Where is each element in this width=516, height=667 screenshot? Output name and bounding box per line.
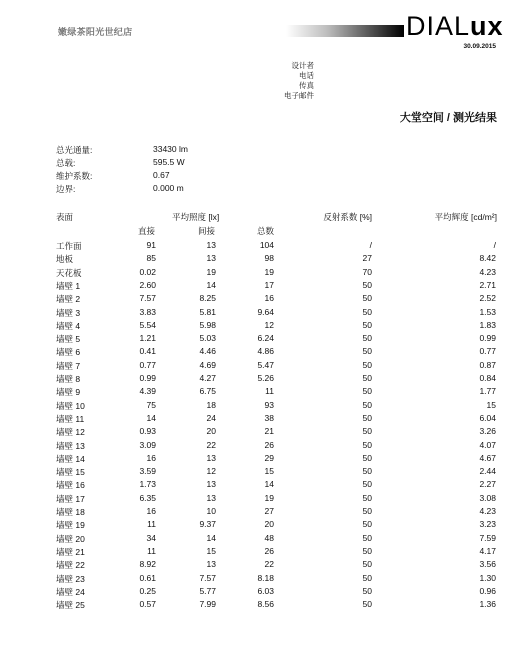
indirect-value: 5.77 [199, 585, 216, 596]
total-value: 26 [264, 545, 274, 556]
direct-value: 0.25 [139, 585, 156, 596]
luminance-value: 2.44 [479, 466, 496, 477]
reflectance-value: 50 [362, 519, 372, 530]
total-value: 27 [264, 506, 274, 516]
direct-value: 75 [146, 399, 156, 410]
surface-name: 墙壁 9 [56, 387, 81, 398]
luminance-value: 2.71 [479, 279, 496, 290]
summary-value: 33430 lm [153, 144, 188, 154]
luminance-value: 3.26 [479, 426, 496, 437]
reflectance-value: 50 [362, 585, 372, 596]
direct-value: 0.57 [139, 599, 156, 610]
header-indirect: 间接 [198, 226, 216, 236]
reflectance-value: / [369, 240, 372, 250]
direct-value: 8.92 [139, 559, 156, 570]
indirect-value: 9.37 [199, 519, 216, 530]
table-row [0, 267, 516, 280]
luminance-value: 4.17 [479, 545, 496, 556]
total-value: 16 [264, 293, 274, 304]
reflectance-value: 50 [362, 333, 372, 344]
total-value: 5.26 [257, 373, 274, 383]
table-row [0, 506, 516, 519]
table-row [0, 466, 516, 479]
surface-name: 墙壁 2 [56, 294, 81, 305]
reflectance-value: 50 [362, 545, 372, 556]
direct-value: 91 [146, 240, 156, 250]
reflectance-value: 50 [362, 293, 372, 304]
indirect-value: 15 [206, 545, 216, 556]
indirect-value: 13 [206, 479, 216, 490]
table-row [0, 586, 516, 599]
indirect-value: 13 [206, 253, 216, 264]
summary-value: 595.5 W [153, 157, 185, 167]
surface-name: 墙壁 5 [56, 334, 81, 345]
table-row [0, 493, 516, 506]
total-value: 29 [264, 452, 274, 463]
header-direct: 直接 [138, 226, 156, 236]
direct-value: 85 [146, 253, 156, 264]
table-row [0, 253, 516, 266]
indirect-value: 24 [206, 412, 216, 423]
indirect-value: 14 [206, 279, 216, 290]
luminance-value: 0.84 [479, 373, 496, 383]
surface-name: 墙壁 3 [56, 307, 81, 318]
surface-name: 墙壁 19 [56, 520, 85, 531]
total-value: 12 [264, 319, 274, 330]
reflectance-value: 50 [362, 439, 372, 450]
reflectance-value: 50 [362, 466, 372, 477]
luminance-value: 2.52 [479, 293, 496, 304]
total-value: 38 [264, 412, 274, 423]
reflectance-value: 27 [362, 253, 372, 264]
surface-name: 墙壁 8 [56, 374, 81, 384]
direct-value: 11 [147, 519, 156, 530]
reflectance-value: 50 [362, 532, 372, 543]
contact-email: 电子邮件 [284, 91, 314, 100]
direct-value: 1.21 [139, 333, 156, 344]
surface-name: 墙壁 13 [56, 440, 85, 451]
surface-name: 墙壁 25 [56, 600, 85, 611]
indirect-value: 4.27 [199, 373, 216, 383]
reflectance-value: 50 [362, 479, 372, 490]
surface-name: 地板 [56, 254, 74, 265]
indirect-value: 12 [206, 466, 216, 477]
luminance-value: 0.99 [479, 333, 496, 344]
summary-label: 维护系数: [56, 171, 93, 181]
surface-name: 墙壁 18 [56, 507, 85, 517]
total-value: 6.03 [257, 585, 274, 596]
table-row [0, 426, 516, 439]
reflectance-value: 50 [362, 279, 372, 290]
table-row [0, 479, 516, 492]
total-value: 19 [264, 266, 274, 277]
luminance-value: 0.87 [479, 359, 496, 370]
indirect-value: 10 [206, 506, 216, 516]
total-value: 8.18 [257, 572, 274, 583]
surface-name: 墙壁 11 [56, 413, 85, 424]
luminance-value: 4.23 [479, 266, 496, 277]
table-row [0, 307, 516, 320]
indirect-value: 7.99 [199, 599, 216, 610]
direct-value: 5.54 [139, 319, 156, 330]
indirect-value: 13 [206, 452, 216, 463]
reflectance-value: 50 [362, 426, 372, 437]
table-row [0, 360, 516, 373]
table-row [0, 559, 516, 572]
total-value: 5.47 [257, 359, 274, 370]
reflectance-value: 50 [362, 599, 372, 610]
reflectance-value: 50 [362, 559, 372, 570]
reflectance-value: 50 [362, 359, 372, 370]
direct-value: 0.02 [139, 266, 156, 277]
header-avg-luminance: 平均辉度 [cd/m²] [434, 212, 497, 222]
luminance-value: 0.96 [479, 585, 496, 596]
total-value: 48 [264, 532, 274, 543]
direct-value: 1.73 [139, 479, 156, 490]
direct-value: 0.77 [139, 359, 156, 370]
indirect-value: 7.57 [199, 572, 216, 583]
direct-value: 6.35 [139, 492, 156, 503]
header-reflectance: 反射系数 [%] [323, 212, 372, 222]
reflectance-value: 50 [362, 572, 372, 583]
luminance-value: 15 [486, 399, 496, 410]
table-row [0, 546, 516, 559]
luminance-value: 3.56 [479, 559, 496, 570]
surface-name: 墙壁 14 [56, 453, 85, 464]
reflectance-value: 50 [362, 319, 372, 330]
direct-value: 0.93 [139, 426, 156, 437]
table-row [0, 533, 516, 546]
surface-name: 墙壁 20 [56, 533, 85, 544]
reflectance-value: 50 [362, 399, 372, 410]
direct-value: 11 [147, 545, 156, 556]
total-value: 104 [259, 240, 274, 250]
direct-value: 16 [146, 452, 156, 463]
header-surface: 表面 [56, 212, 74, 222]
surface-name: 墙壁 22 [56, 560, 85, 571]
surface-name: 墙壁 6 [56, 347, 81, 358]
total-value: 15 [264, 466, 274, 477]
surface-name: 墙壁 12 [56, 427, 85, 438]
total-value: 26 [264, 439, 274, 450]
direct-value: 0.99 [139, 373, 156, 383]
surface-name: 墙壁 1 [56, 280, 81, 291]
luminance-value: 1.83 [479, 319, 496, 330]
indirect-value: 13 [206, 492, 216, 503]
indirect-value: 13 [206, 240, 216, 250]
total-value: 21 [264, 426, 274, 437]
reflectance-value: 50 [362, 386, 372, 397]
reflectance-value: 50 [362, 506, 372, 516]
luminance-value: 0.77 [479, 346, 496, 357]
total-value: 22 [264, 559, 274, 570]
luminance-value: 4.67 [479, 452, 496, 463]
table-row [0, 440, 516, 453]
surface-name: 工作面 [56, 241, 82, 251]
surface-name: 墙壁 21 [56, 546, 85, 557]
direct-value: 16 [146, 506, 156, 516]
luminance-value: 2.27 [479, 479, 496, 490]
table-row [0, 240, 516, 253]
reflectance-value: 50 [362, 346, 372, 357]
contact-designer: 设计者 [291, 61, 314, 70]
luminance-value: 8.42 [479, 253, 496, 264]
direct-value: 2.60 [139, 279, 156, 290]
total-value: 9.64 [257, 306, 274, 317]
indirect-value: 4.69 [199, 359, 216, 370]
luminance-value: / [493, 240, 496, 250]
surface-name: 墙壁 16 [56, 480, 85, 491]
summary-label: 总光通量: [56, 145, 93, 155]
surface-name: 墙壁 10 [56, 400, 85, 411]
summary-label: 总载: [56, 158, 76, 168]
total-value: 98 [264, 253, 274, 264]
reflectance-value: 50 [362, 412, 372, 423]
total-value: 6.24 [257, 333, 274, 344]
surface-name: 墙壁 23 [56, 573, 85, 584]
table-row [0, 293, 516, 306]
luminance-value: 7.59 [479, 532, 496, 543]
indirect-value: 5.81 [199, 306, 216, 317]
luminance-value: 4.23 [479, 506, 496, 516]
direct-value: 3.59 [139, 466, 156, 477]
luminance-value: 6.04 [479, 412, 496, 423]
surface-name: 墙壁 15 [56, 467, 85, 478]
luminance-value: 3.08 [479, 492, 496, 503]
contact-fax: 传真 [299, 81, 314, 90]
indirect-value: 14 [206, 532, 216, 543]
luminance-value: 1.36 [479, 599, 496, 610]
reflectance-value: 50 [362, 452, 372, 463]
reflectance-value: 50 [362, 492, 372, 503]
luminance-value: 1.77 [479, 386, 496, 397]
indirect-value: 22 [206, 439, 216, 450]
logo-bold-text: ux [470, 11, 504, 41]
total-value: 14 [264, 479, 274, 490]
total-value: 17 [264, 279, 274, 290]
direct-value: 3.09 [139, 439, 156, 450]
table-row [0, 413, 516, 426]
table-row [0, 386, 516, 399]
total-value: 11 [265, 386, 274, 397]
indirect-value: 6.75 [199, 386, 216, 397]
indirect-value: 4.46 [199, 346, 216, 357]
report-date: 30.09.2015 [463, 43, 496, 50]
contact-phone: 电话 [299, 71, 314, 80]
direct-value: 14 [146, 412, 156, 423]
surface-name: 墙壁 4 [56, 320, 81, 331]
table-row [0, 280, 516, 293]
table-row [0, 573, 516, 586]
header-avg-illuminance: 平均照度 [lx] [172, 212, 220, 222]
page-title: 大堂空间 / 测光结果 [399, 112, 497, 124]
summary-value: 0.67 [153, 170, 170, 180]
indirect-value: 8.25 [199, 293, 216, 304]
indirect-value: 5.03 [199, 333, 216, 344]
store-name: 嫩绿茶阳光世纪店 [58, 27, 133, 37]
direct-value: 0.61 [139, 572, 156, 583]
reflectance-value: 70 [362, 266, 372, 277]
table-row [0, 519, 516, 532]
logo-main-text: DIAL [406, 11, 471, 41]
surface-name: 墙壁 17 [56, 493, 85, 504]
luminance-value: 1.30 [479, 572, 496, 583]
total-value: 20 [264, 519, 274, 530]
table-row [0, 346, 516, 359]
direct-value: 3.83 [139, 306, 156, 317]
total-value: 4.86 [257, 346, 274, 357]
table-row [0, 599, 516, 612]
luminance-value: 3.23 [479, 519, 496, 530]
indirect-value: 18 [206, 399, 216, 410]
indirect-value: 13 [206, 559, 216, 570]
indirect-value: 19 [206, 266, 216, 277]
direct-value: 0.41 [139, 346, 156, 357]
table-row [0, 400, 516, 413]
reflectance-value: 50 [362, 373, 372, 383]
direct-value: 34 [146, 532, 156, 543]
header-total: 总数 [257, 226, 275, 236]
table-row [0, 320, 516, 333]
direct-value: 4.39 [139, 386, 156, 397]
summary-label: 边界: [56, 184, 76, 194]
table-row [0, 333, 516, 346]
dialux-logo [406, 11, 504, 42]
total-value: 19 [264, 492, 274, 503]
total-value: 8.56 [257, 599, 274, 610]
indirect-value: 5.98 [199, 319, 216, 330]
surface-name: 墙壁 7 [56, 360, 81, 371]
total-value: 93 [264, 399, 274, 410]
summary-value: 0.000 m [153, 183, 184, 193]
table-row [0, 373, 516, 386]
surface-name: 墙壁 24 [56, 586, 85, 597]
surface-name: 天花板 [56, 267, 82, 278]
header-gradient-bar [286, 25, 404, 37]
indirect-value: 20 [206, 426, 216, 437]
luminance-value: 1.53 [479, 306, 496, 317]
luminance-value: 4.07 [479, 439, 496, 450]
table-row [0, 453, 516, 466]
direct-value: 7.57 [139, 293, 156, 304]
reflectance-value: 50 [362, 306, 372, 317]
